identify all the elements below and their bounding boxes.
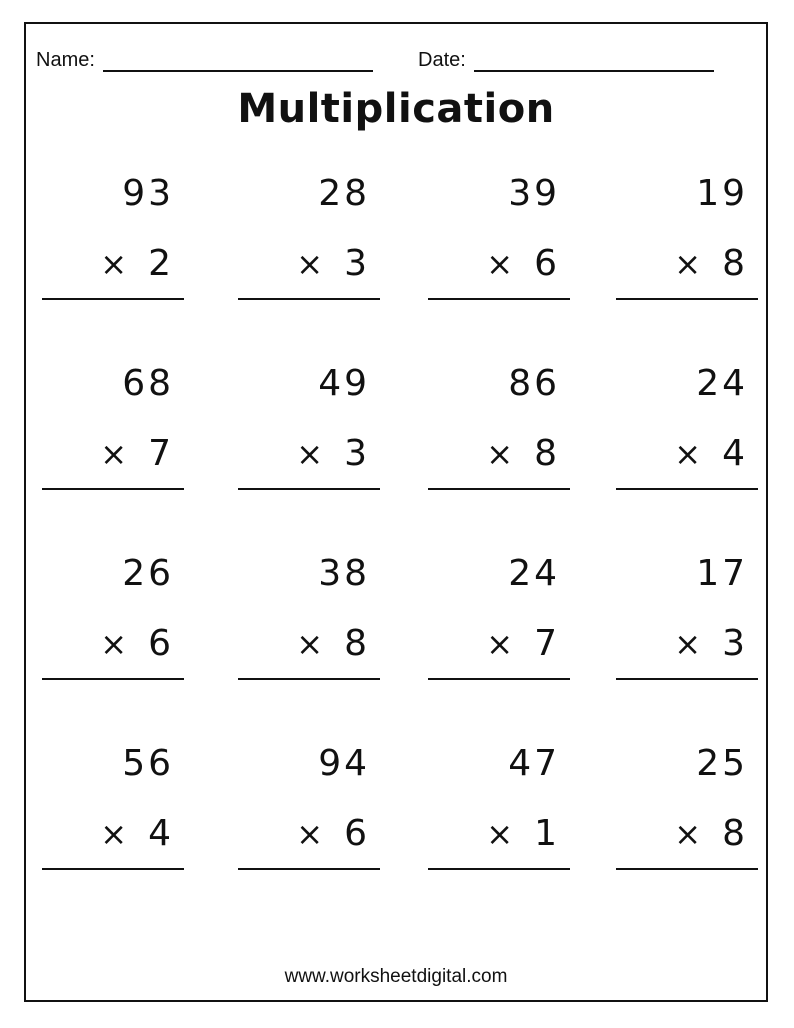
multiplicand: 38: [318, 553, 370, 594]
multiplier-row: [486, 814, 560, 854]
multiply-sign: ×: [486, 625, 517, 663]
multiplier-row: [674, 814, 748, 854]
multiply-sign: ×: [674, 245, 705, 283]
page-title: Multiplication: [237, 86, 555, 132]
multiplicand: 56: [122, 743, 174, 784]
multiplier: 6: [148, 623, 174, 664]
multiplicand: 17: [696, 553, 748, 594]
multiplier: 7: [534, 623, 560, 664]
multiplier-row: [486, 244, 560, 284]
multiplier-row: [486, 624, 560, 664]
multiply-sign: ×: [296, 245, 327, 283]
multiplier: 6: [534, 243, 560, 284]
answer-line[interactable]: [616, 868, 758, 870]
multiplicand: 25: [696, 743, 748, 784]
answer-line[interactable]: [42, 298, 184, 300]
multiply-sign: ×: [296, 815, 327, 853]
multiplicand: 86: [508, 363, 560, 404]
multiplicand: 47: [508, 743, 560, 784]
multiplicand: 24: [508, 553, 560, 594]
multiply-sign: ×: [674, 815, 705, 853]
problem-16: [616, 744, 758, 884]
answer-line[interactable]: [42, 488, 184, 490]
multiplier: 8: [722, 243, 748, 284]
multiplier: 7: [148, 433, 174, 474]
problem-7: [428, 364, 570, 504]
multiplicand: 24: [696, 363, 748, 404]
multiply-sign: ×: [296, 435, 327, 473]
problem-13: [42, 744, 184, 884]
problem-15: [428, 744, 570, 884]
multiply-sign: ×: [100, 815, 131, 853]
answer-line[interactable]: [428, 678, 570, 680]
date-label: Date:: [418, 49, 466, 71]
multiplicand: 49: [318, 363, 370, 404]
multiplier-row: [100, 814, 174, 854]
problem-2: [238, 174, 380, 314]
multiplier-row: [100, 244, 174, 284]
worksheet-page: [24, 22, 768, 1002]
answer-line[interactable]: [428, 488, 570, 490]
answer-line[interactable]: [42, 678, 184, 680]
answer-line[interactable]: [238, 868, 380, 870]
multiplier-row: [100, 434, 174, 474]
problem-1: [42, 174, 184, 314]
problem-12: [616, 554, 758, 694]
problem-6: [238, 364, 380, 504]
multiplier-row: [296, 244, 370, 284]
footer-website: www.worksheetdigital.com: [284, 966, 508, 987]
problem-10: [238, 554, 380, 694]
multiplier: 3: [344, 433, 370, 474]
problem-4: [616, 174, 758, 314]
problem-14: [238, 744, 380, 884]
multiply-sign: ×: [674, 435, 705, 473]
multiplier: 8: [722, 813, 748, 854]
multiply-sign: ×: [100, 245, 131, 283]
multiplier: 4: [148, 813, 174, 854]
answer-line[interactable]: [238, 678, 380, 680]
answer-line[interactable]: [42, 868, 184, 870]
multiplier-row: [296, 814, 370, 854]
multiplier: 3: [722, 623, 748, 664]
multiplier-row: [296, 434, 370, 474]
answer-line[interactable]: [428, 298, 570, 300]
multiply-sign: ×: [100, 625, 131, 663]
multiplier: 1: [534, 813, 560, 854]
multiplier-row: [674, 434, 748, 474]
answer-line[interactable]: [616, 678, 758, 680]
multiplier-row: [674, 624, 748, 664]
multiply-sign: ×: [100, 435, 131, 473]
answer-line[interactable]: [616, 298, 758, 300]
problem-3: [428, 174, 570, 314]
multiplicand: 93: [122, 173, 174, 214]
name-label: Name:: [36, 49, 95, 71]
multiplier-row: [296, 624, 370, 664]
multiplier-row: [486, 434, 560, 474]
problem-8: [616, 364, 758, 504]
multiplier: 8: [344, 623, 370, 664]
multiplier: 4: [722, 433, 748, 474]
problem-grid: [26, 24, 766, 1000]
problem-5: [42, 364, 184, 504]
multiply-sign: ×: [486, 435, 517, 473]
problem-9: [42, 554, 184, 694]
multiplicand: 19: [696, 173, 748, 214]
multiplier: 3: [344, 243, 370, 284]
multiplier-row: [674, 244, 748, 284]
multiply-sign: ×: [296, 625, 327, 663]
answer-line[interactable]: [238, 298, 380, 300]
multiplier-row: [100, 624, 174, 664]
multiplier: 6: [344, 813, 370, 854]
multiplicand: 68: [122, 363, 174, 404]
problem-11: [428, 554, 570, 694]
multiplicand: 94: [318, 743, 370, 784]
multiplicand: 26: [122, 553, 174, 594]
multiplier: 8: [534, 433, 560, 474]
multiply-sign: ×: [674, 625, 705, 663]
multiplicand: 28: [318, 173, 370, 214]
answer-line[interactable]: [616, 488, 758, 490]
multiply-sign: ×: [486, 245, 517, 283]
answer-line[interactable]: [238, 488, 380, 490]
multiplier: 2: [148, 243, 174, 284]
multiply-sign: ×: [486, 815, 517, 853]
answer-line[interactable]: [428, 868, 570, 870]
multiplicand: 39: [508, 173, 560, 214]
